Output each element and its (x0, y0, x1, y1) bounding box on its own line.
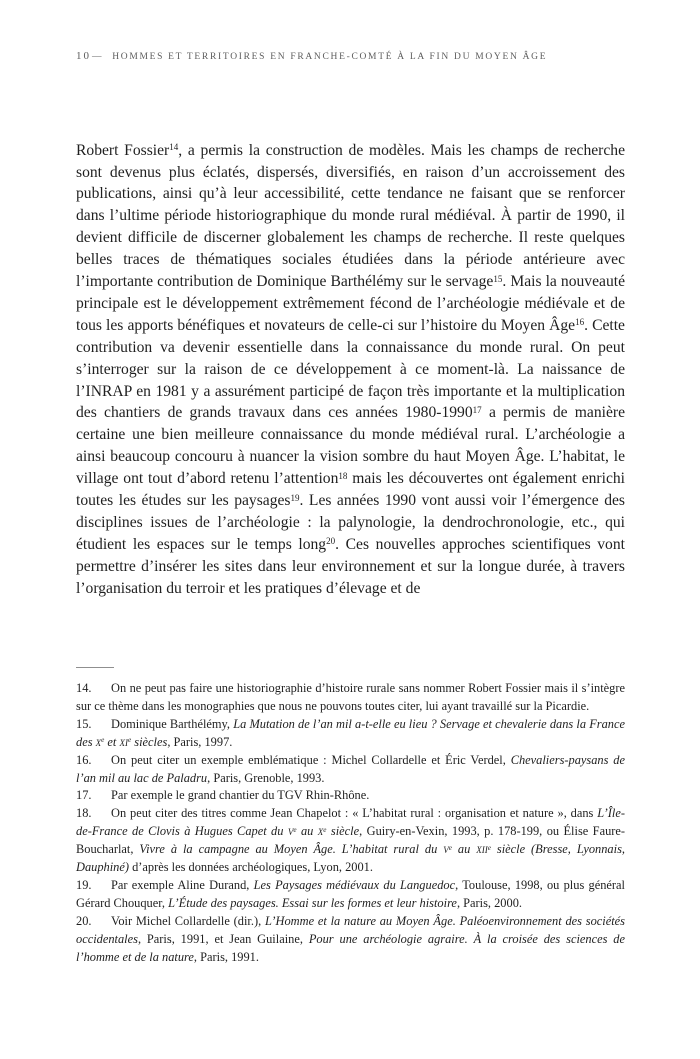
text-run: , Paris, Grenoble, 1993. (207, 770, 325, 785)
footnote (76, 787, 625, 805)
running-header (76, 50, 660, 62)
footnote-number: 20. (76, 913, 92, 928)
text-run: , Paris, 1991, et Jean Guilaine, (137, 931, 309, 946)
text-run: Voir Michel Collardelle (dir.), (111, 913, 265, 928)
footnote-number: 16. (76, 752, 92, 767)
footnote (76, 913, 625, 967)
text-run: v (287, 824, 294, 839)
text-run: Pour une archéologie agraire. À la croisée des sciences de l’homme et de la nature (76, 931, 625, 964)
text-run: , Guiry-en-Vexin, 1993, p. 178-199, ou Élise Faure-Boucharlat, (76, 824, 626, 857)
text-run: siècle (326, 824, 360, 839)
text-run: . Les années 1990 vont aussi voir l’émergence des disciplines issues de l’archéologie : la palynologie, la dendrochronologie, etc., qui étudient les espaces sur le temps long (76, 492, 626, 553)
text-run: v (443, 842, 449, 857)
footnote-reference: 20 (326, 536, 336, 547)
footnote-reference: e (127, 736, 132, 745)
text-run: Les Paysages médiévaux du Languedoc (253, 877, 456, 892)
text-run: mais les découvertes ont également enrichi toutes les études sur les paysages (76, 470, 625, 510)
footnote-text (76, 753, 625, 785)
text-run: et (104, 734, 120, 749)
text-run: , Toulouse, 1998, ou plus général Gérard Chouquer, (76, 877, 625, 910)
footnote-reference: e (448, 843, 452, 852)
page-number: 10 (76, 50, 91, 62)
footnote-reference: 15 (493, 273, 503, 284)
footnotes-section (76, 667, 625, 967)
footnote (76, 716, 625, 752)
text-run: x (95, 734, 102, 749)
text-run: , Paris, 1991. (193, 949, 259, 964)
text-run: xii (476, 842, 488, 857)
text-run: Par exemple Aline Durand, (111, 877, 254, 892)
footnote-reference: e (293, 825, 297, 834)
footnote-text (76, 681, 625, 713)
body-paragraph (76, 140, 625, 600)
footnote-reference: 14 (169, 142, 179, 153)
footnote-reference: e (487, 843, 491, 852)
footnote-number: 15. (76, 716, 92, 731)
footnote (76, 752, 625, 788)
footnote-text (76, 914, 625, 964)
text-run: Dominique Barthélémy, (111, 716, 234, 731)
running-header-title: HOMMES ET TERRITOIRES EN FRANCHE-COMTÉ À LA FIN DU MOYEN ÂGE (112, 52, 548, 62)
text-run: . Ces nouvelles approches scientifiques vont permettre d’insérer les sites dans leur environnement et sur la longue durée, à travers l’organisation du terroir et les pratiques d’élevage et de (76, 535, 625, 597)
text-run: On peut citer un exemple emblématique : Michel Collardelle et Éric Verdel, (111, 752, 511, 767)
text-run: L’Homme et la nature au Moyen Âge. Paléoenvironnement des sociétés occidentales (76, 913, 625, 946)
text-run: , Paris, 2000. (456, 895, 522, 910)
text-run: Par exemple le grand chantier du TGV Rhin-Rhône. (111, 788, 370, 803)
text-run: . Cette contribution va devenir essentielle dans la connaissance du monde rural. On peut s’interroger sur la raison de ce développement à ce moment-là. La naissance de l’INRAP en 1981 y a assurément participé de façon très importante et la multiplication des chantiers de grands travaux dans ces années 1980-1990 (76, 316, 625, 422)
footnotes-list (76, 680, 625, 967)
text-run: x (317, 824, 324, 839)
footnote-reference: 19 (290, 492, 300, 503)
text-run: L’Étude des paysages. Essai sur les formes et leur histoire (168, 895, 457, 910)
footnote-number: 19. (76, 877, 92, 892)
text-run: On peut citer des titres comme Jean Chapelot : « L’habitat rural : organisation et nature », dans (111, 806, 598, 821)
footnote-reference: e (101, 736, 105, 745)
footnote-text (76, 806, 625, 874)
header-dash: — (92, 52, 104, 62)
text-run: Robert Fossier (76, 141, 170, 159)
text-run: a permis de manière certaine une bien meilleure connaissance du monde médiéval rural. L’archéologie a ainsi beaucoup concouru à nuancer la vision sombre du haut Moyen Âge. L’habitat, le village ont tout d’abord retenu l’attention (76, 404, 626, 488)
footnote (76, 680, 625, 716)
text-run: , Paris, 1997. (167, 734, 233, 749)
footnote-number: 14. (76, 681, 92, 695)
text-run: , a permis la construction de modèles. Mais les champs de recherche sont devenus plus éclatés, dispersés, diversifiés, en raison d’un accroissement des publications, ainsi qu’à leur accessibilité, cette tendance ne faisant que se renforcer dans l’ultime période historiographique du monde rural médiéval. À partir de 1990, il devient difficile de discerner globalement les champs de recherche. Il reste quelques belles traces de thématiques sociales étudiées dans la période antérieure avec l’importante contribution de Dominique Barthélémy sur le servage (76, 141, 625, 291)
text-run: siècles (131, 734, 168, 749)
text-run: On ne peut pas faire une historiographie d’histoire rurale sans nommer Robert Fossier mais il s’intègre sur ce thème dans les monographies que nous ne pouvons toutes citer, lui ayant travaillé sur la Picardie. (76, 681, 625, 713)
footnote-text (76, 878, 625, 910)
footnote-reference: 16 (575, 317, 585, 328)
footnote-separator-rule (76, 667, 114, 668)
footnote (76, 877, 625, 913)
footnote-number: 17. (76, 788, 92, 803)
text-run: Vivre à la campagne au Moyen Âge. L’habitat rural du (139, 842, 444, 857)
footnote-text (111, 788, 369, 802)
text-run: xi (119, 734, 128, 749)
text-run: au (296, 824, 318, 839)
footnote-text (76, 717, 625, 749)
text-run: . Mais la nouveauté principale est le développement extrêmement fécond de l’archéologie médiévale et de tous les apports bénéfiques et novateurs de celle-ci sur l’histoire du Moyen Âge (76, 273, 625, 334)
text-run: La Mutation de l’an mil a-t-elle eu lieu ? Servage et chevalerie dans la France des (76, 716, 626, 749)
text-run: Chevaliers-paysans de l’an mil au lac de Paladru (76, 752, 625, 785)
text-run: d’après les données archéologiques, Lyon, 2001. (129, 860, 373, 875)
footnote (76, 805, 625, 877)
text-run: au (451, 842, 477, 857)
footnote-number: 18. (76, 806, 92, 821)
text-run: siècle (Bresse, Lyonnais, Dauphiné) (76, 842, 625, 875)
footnote-reference: 17 (472, 404, 482, 415)
text-run: L’Île-de-France de Clovis à Hugues Capet du (76, 806, 625, 839)
footnote-reference: e (323, 825, 327, 834)
footnote-reference: 18 (338, 470, 348, 481)
